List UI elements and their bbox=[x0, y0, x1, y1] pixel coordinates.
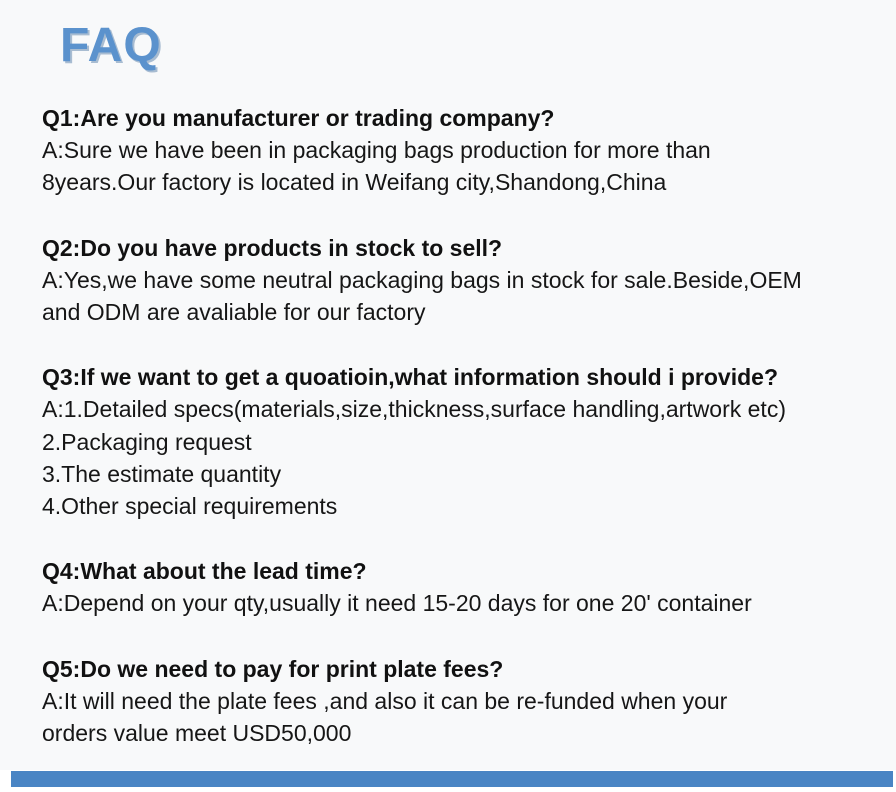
qa-block-4 bbox=[42, 555, 892, 619]
page-title: FAQ bbox=[60, 19, 162, 72]
qa-block-2 bbox=[42, 232, 892, 329]
question-3: Q3:If we want to get a quoatioin,what information should i provide? bbox=[42, 364, 778, 391]
bottom-divider-bar bbox=[11, 771, 893, 787]
question-5: Q5:Do we need to pay for print plate fees? bbox=[42, 655, 504, 682]
answer-1-line-1: A:Sure we have been in packaging bags production for more than bbox=[42, 137, 711, 164]
answer-3-line-4: 4.Other special requirements bbox=[42, 493, 338, 520]
answer-2-line-2: and ODM are avaliable for our factory bbox=[42, 299, 426, 326]
question-2: Q2:Do you have products in stock to sell? bbox=[42, 234, 503, 261]
question-1: Q1:Are you manufacturer or trading company? bbox=[42, 105, 555, 131]
answer-1-line-2: 8years.Our factory is located in Weifang city,Shandong,China bbox=[42, 169, 667, 196]
answer-3-line-2: 2.Packaging request bbox=[42, 428, 252, 455]
answer-4-line-1: A:Depend on your qty,usually it need 15-20 days for one 20' container bbox=[42, 590, 752, 617]
answer-5-line-1: A:It will need the plate fees ,and also it can be re-funded when your bbox=[42, 687, 728, 714]
answer-5-line-2: orders value meet USD50,000 bbox=[42, 720, 352, 747]
qa-block-5 bbox=[42, 653, 892, 750]
answer-3-line-1: A:1.Detailed specs(materials,size,thickness,surface handling,artwork etc) bbox=[42, 396, 786, 423]
answer-2-line-1: A:Yes,we have some neutral packaging bags in stock for sale.Beside,OEM bbox=[42, 266, 802, 293]
question-4: Q4:What about the lead time? bbox=[42, 558, 367, 585]
qa-block-1 bbox=[42, 102, 892, 199]
answer-3-line-3: 3.The estimate quantity bbox=[42, 460, 282, 487]
qa-block-3 bbox=[42, 361, 892, 522]
faq-content bbox=[42, 0, 892, 782]
